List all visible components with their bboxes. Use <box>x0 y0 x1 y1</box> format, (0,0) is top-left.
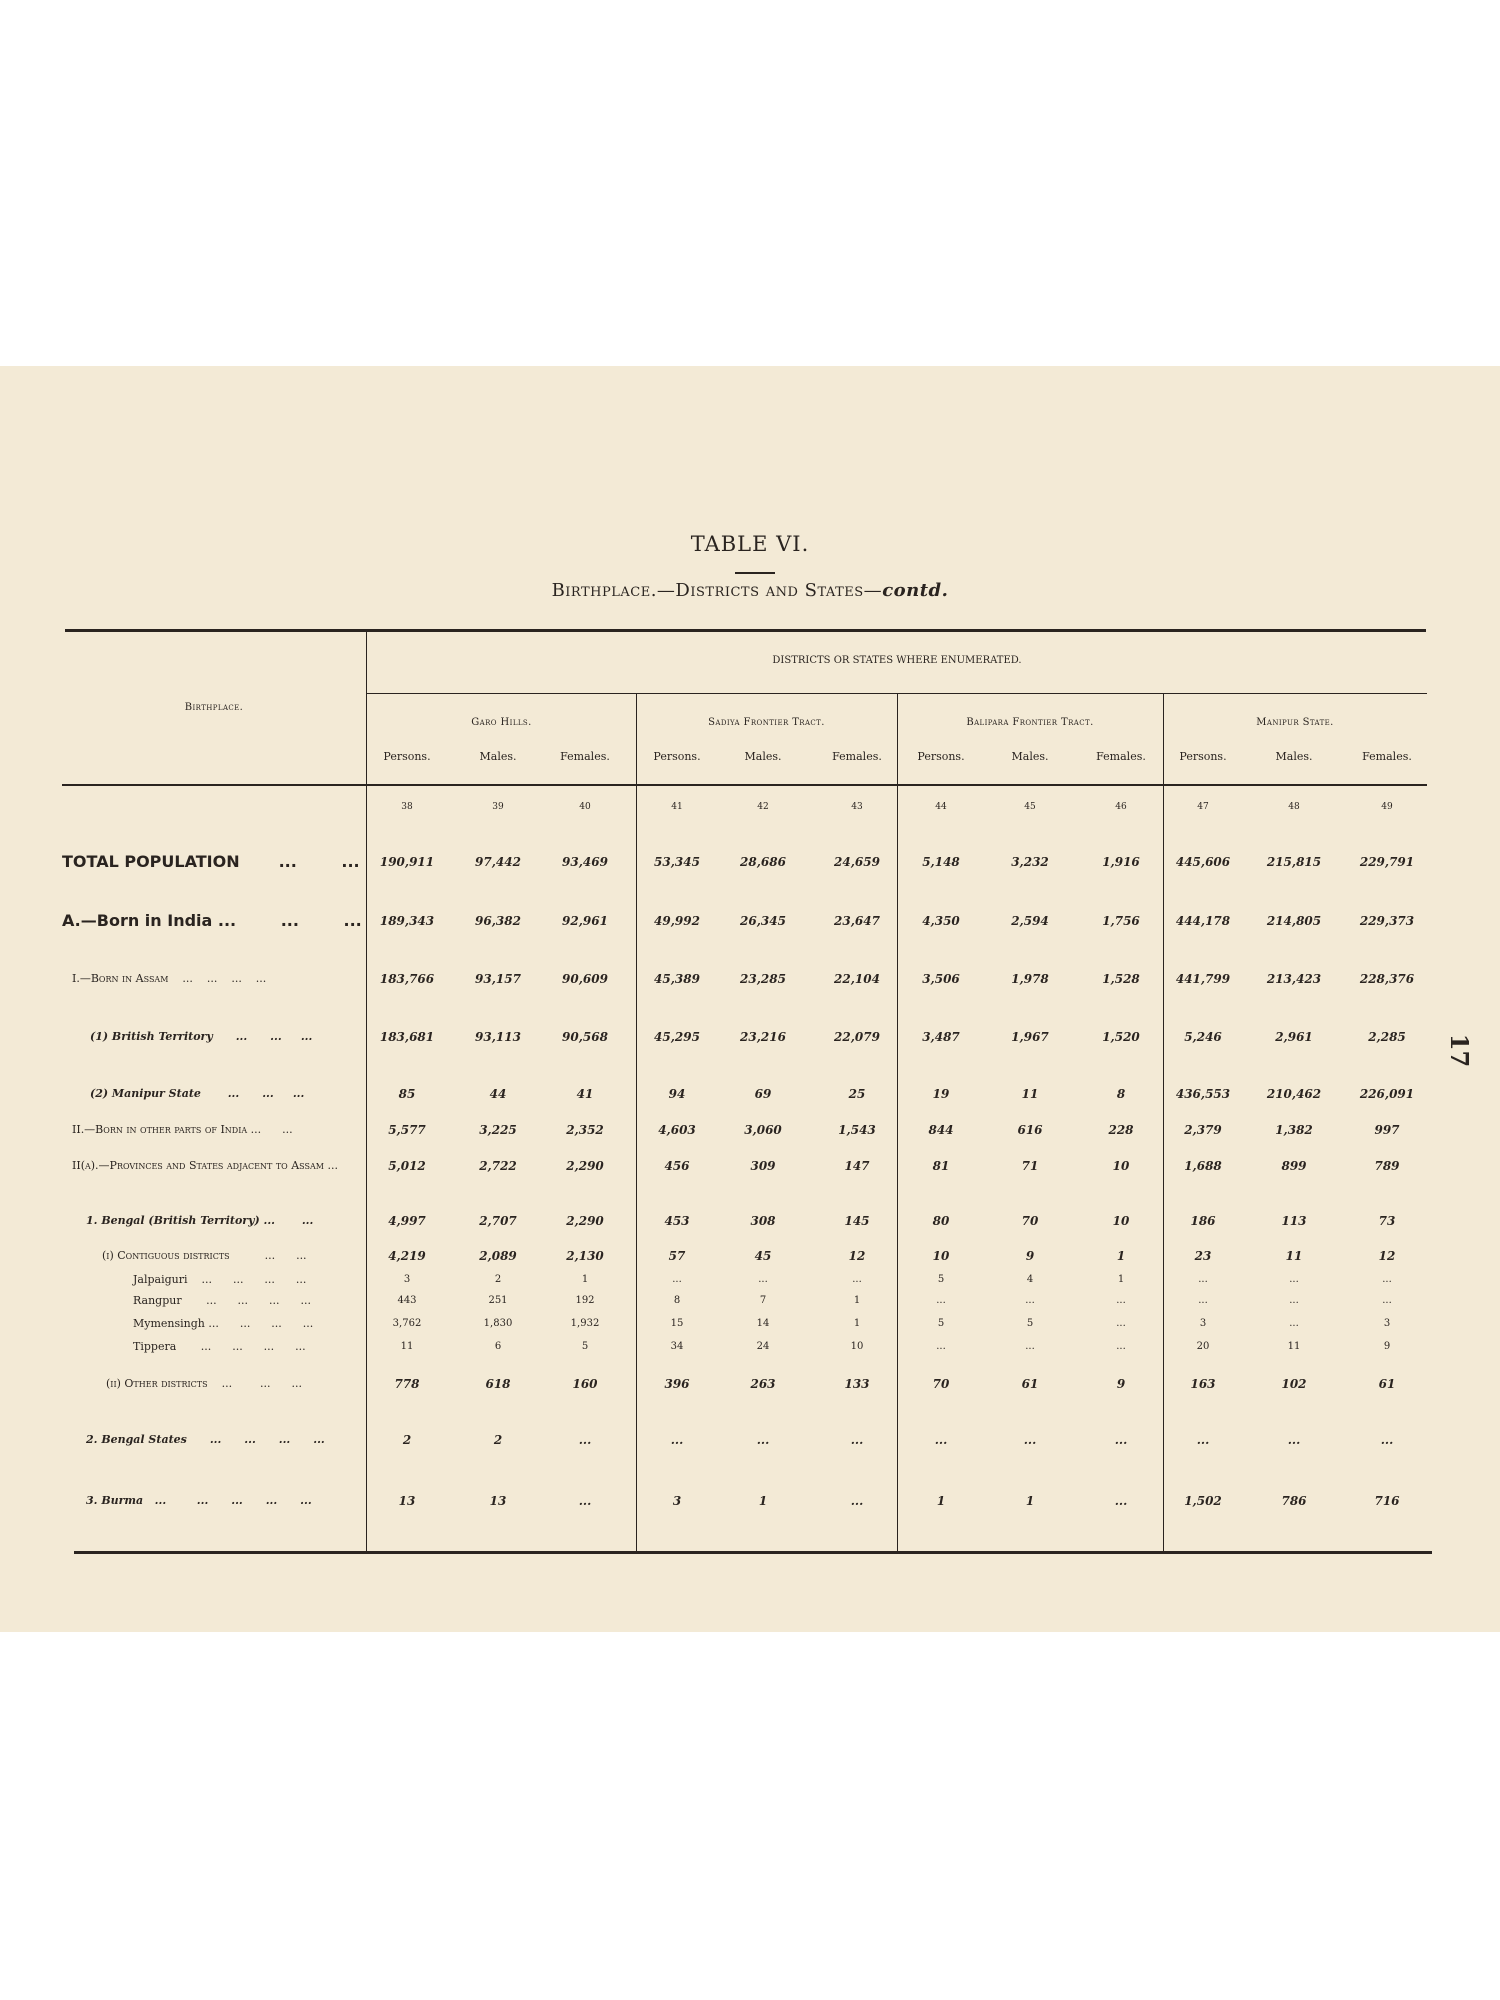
row-label: 1. Bengal (British Territory) ... ... <box>86 1214 314 1227</box>
table-cell: 2,130 <box>566 1249 604 1263</box>
table-cell: ... <box>852 1274 862 1285</box>
table-cell: 308 <box>750 1214 776 1228</box>
table-cell: 44 <box>489 1087 507 1101</box>
table-cell: ... <box>936 1295 946 1306</box>
table-cell: ... <box>670 1433 684 1447</box>
table-cell: 183,681 <box>379 1030 435 1044</box>
table-title: TABLE VI. <box>690 532 810 556</box>
table-cell: ... <box>1114 1433 1128 1447</box>
group-manipur-state: Manipur State. <box>1256 717 1334 728</box>
column-number: 42 <box>757 802 769 812</box>
table-cell: ... <box>1116 1295 1126 1306</box>
table-cell: 9 <box>1383 1341 1391 1352</box>
table-cell: 1 <box>1025 1494 1035 1508</box>
table-cell: ... <box>1289 1274 1299 1285</box>
table-cell: 5,148 <box>922 855 960 869</box>
subtitle-main: Birthplace.—Districts and States— <box>551 580 883 601</box>
table-cell: 228 <box>1108 1123 1134 1137</box>
table-cell: 228,376 <box>1359 972 1415 986</box>
column-number: 40 <box>579 802 591 812</box>
table-cell: 8 <box>673 1295 681 1306</box>
table-cell: 8 <box>1116 1087 1126 1101</box>
table-cell: 1,543 <box>838 1123 876 1137</box>
table-cell: 186 <box>1190 1214 1216 1228</box>
table-cell: 25 <box>848 1087 866 1101</box>
table-cell: 9 <box>1116 1377 1126 1391</box>
row-label: Tippera ... ... ... ... <box>133 1340 306 1353</box>
column-number: 43 <box>851 802 863 812</box>
header-bottom-rule <box>62 784 1427 786</box>
table-cell: 70 <box>1021 1214 1039 1228</box>
table-cell: 160 <box>572 1377 598 1391</box>
table-cell: 61 <box>1021 1377 1039 1391</box>
table-cell: 24,659 <box>834 855 880 869</box>
table-cell: 133 <box>844 1377 870 1391</box>
table-cell: 45,389 <box>654 972 700 986</box>
group-balipara-frontier-tract: Balipara Frontier Tract. <box>966 717 1094 728</box>
table-cell: 215,815 <box>1266 855 1322 869</box>
table-cell: ... <box>1198 1274 1208 1285</box>
table-cell: 4,997 <box>388 1214 426 1228</box>
table-cell: 3 <box>1199 1318 1207 1329</box>
table-cell: 1,932 <box>570 1318 600 1329</box>
table-cell: ... <box>850 1433 864 1447</box>
table-cell: ... <box>1116 1318 1126 1329</box>
table-cell: 3,762 <box>392 1318 422 1329</box>
table-cell: 213,423 <box>1266 972 1322 986</box>
subcolumn-header: Persons. <box>917 750 965 763</box>
table-cell: 5 <box>1026 1318 1034 1329</box>
table-cell: 28,686 <box>740 855 786 869</box>
table-cell: 13 <box>398 1494 416 1508</box>
table-cell: 2 <box>493 1433 503 1447</box>
row-label: (ii) Other districts ... ... ... <box>106 1377 303 1390</box>
subcolumn-header: Males. <box>479 750 517 763</box>
table-cell: 71 <box>1021 1159 1039 1173</box>
table-cell: 453 <box>664 1214 690 1228</box>
table-cell: 97,442 <box>475 855 521 869</box>
table-cell: 1 <box>936 1494 946 1508</box>
table-cell: 147 <box>844 1159 870 1173</box>
table-cell: 24 <box>756 1341 770 1352</box>
table-cell: 11 <box>400 1341 414 1352</box>
table-cell: 10 <box>932 1249 950 1263</box>
column-number: 38 <box>401 802 413 812</box>
table-cell: 61 <box>1378 1377 1396 1391</box>
table-cell: 443 <box>397 1295 417 1306</box>
table-cell: 73 <box>1378 1214 1396 1228</box>
table-cell: 2 <box>402 1433 412 1447</box>
table-cell: ... <box>1116 1341 1126 1352</box>
table-cell: 6 <box>494 1341 502 1352</box>
row-label: II.—Born in other parts of India ... ... <box>72 1123 293 1136</box>
table-cell: 1 <box>1117 1274 1125 1285</box>
table-cell: 441,799 <box>1175 972 1231 986</box>
row-label: (i) Contiguous districts ... ... <box>102 1249 307 1262</box>
table-cell: 34 <box>670 1341 684 1352</box>
group-sadiya-frontier-tract: Sadiya Frontier Tract. <box>708 717 825 728</box>
table-cell: 20 <box>1196 1341 1210 1352</box>
table-cell: ... <box>934 1433 948 1447</box>
table-cell: 444,178 <box>1175 914 1231 928</box>
table-cell: 11 <box>1285 1249 1303 1263</box>
table-cell: ... <box>850 1494 864 1508</box>
table-cell: 93,113 <box>475 1030 521 1044</box>
table-cell: 5,246 <box>1184 1030 1222 1044</box>
table-cell: 163 <box>1190 1377 1216 1391</box>
table-cell: 3,232 <box>1011 855 1049 869</box>
table-cell: 23,647 <box>834 914 880 928</box>
table-cell: 3,487 <box>922 1030 960 1044</box>
table-cell: 5,577 <box>388 1123 426 1137</box>
table-cell: 23 <box>1194 1249 1212 1263</box>
table-cell: 41 <box>576 1087 594 1101</box>
table-cell: 70 <box>932 1377 950 1391</box>
table-cell: 2,290 <box>566 1159 604 1173</box>
subcolumn-header: Females. <box>1362 750 1412 763</box>
table-cell: 94 <box>668 1087 686 1101</box>
table-cell: ... <box>758 1274 768 1285</box>
table-cell: ... <box>1198 1295 1208 1306</box>
table-cell: 10 <box>1112 1214 1130 1228</box>
table-cell: ... <box>1025 1295 1035 1306</box>
table-cell: 53,345 <box>654 855 700 869</box>
table-cell: 2,089 <box>479 1249 517 1263</box>
table-cell: 1,688 <box>1184 1159 1222 1173</box>
table-cell: 2 <box>494 1274 502 1285</box>
table-cell: 80 <box>932 1214 950 1228</box>
subcolumn-header: Females. <box>1096 750 1146 763</box>
row-label: A.—Born in India ... ... ... <box>62 911 362 930</box>
table-cell: 5 <box>937 1274 945 1285</box>
table-cell: 2,961 <box>1275 1030 1313 1044</box>
table-cell: 4,219 <box>388 1249 426 1263</box>
table-cell: 22,104 <box>834 972 880 986</box>
table-cell: 10 <box>850 1341 864 1352</box>
table-cell: 1 <box>581 1274 589 1285</box>
table-cell: 5,012 <box>388 1159 426 1173</box>
table-cell: 436,553 <box>1175 1087 1231 1101</box>
table-cell: 445,606 <box>1175 855 1231 869</box>
table-cell: 3 <box>1383 1318 1391 1329</box>
table-cell: 93,469 <box>562 855 608 869</box>
table-cell: ... <box>1289 1295 1299 1306</box>
table-cell: 14 <box>756 1318 770 1329</box>
table-cell: 1,520 <box>1102 1030 1140 1044</box>
table-cell: 616 <box>1017 1123 1043 1137</box>
table-cell: 1,967 <box>1011 1030 1049 1044</box>
table-cell: 11 <box>1287 1341 1301 1352</box>
row-label: TOTAL POPULATION ... ... <box>62 852 360 871</box>
subcolumn-header: Females. <box>832 750 882 763</box>
table-cell: 1,528 <box>1102 972 1140 986</box>
table-cell: 2,722 <box>479 1159 517 1173</box>
table-cell: 7 <box>759 1295 767 1306</box>
table-subtitle <box>0 580 1500 601</box>
table-cell: 4,350 <box>922 914 960 928</box>
table-cell: 1 <box>853 1295 861 1306</box>
table-cell: 15 <box>670 1318 684 1329</box>
table-cell: ... <box>1196 1433 1210 1447</box>
table-cell: 997 <box>1374 1123 1400 1137</box>
table-cell: 226,091 <box>1359 1087 1415 1101</box>
table-cell: 2,707 <box>479 1214 517 1228</box>
table-cell: 3,060 <box>744 1123 782 1137</box>
subcolumn-header: Males. <box>1011 750 1049 763</box>
row-label: 2. Bengal States ... ... ... ... <box>86 1433 325 1446</box>
table-cell: 45,295 <box>654 1030 700 1044</box>
row-label: Mymensingh ... ... ... ... <box>133 1317 314 1330</box>
table-cell: 12 <box>1378 1249 1396 1263</box>
table-cell: 844 <box>928 1123 954 1137</box>
table-top-rule <box>65 629 1426 632</box>
table-cell: 90,609 <box>562 972 608 986</box>
table-cell: 2,352 <box>566 1123 604 1137</box>
table-cell: 1,978 <box>1011 972 1049 986</box>
table-cell: 23,216 <box>740 1030 786 1044</box>
table-cell: 716 <box>1374 1494 1400 1508</box>
table-cell: 778 <box>394 1377 420 1391</box>
table-cell: ... <box>1114 1494 1128 1508</box>
table-cell: ... <box>578 1433 592 1447</box>
table-cell: 1 <box>758 1494 768 1508</box>
subcolumn-header: Males. <box>1275 750 1313 763</box>
table-cell: 81 <box>932 1159 950 1173</box>
birthplace-header: Birthplace. <box>184 702 244 713</box>
column-number: 44 <box>935 802 947 812</box>
page-number: 17 <box>1445 1033 1475 1068</box>
table-cell: 85 <box>398 1087 416 1101</box>
row-label: I.—Born in Assam ... ... ... ... <box>72 972 267 985</box>
table-cell: 4 <box>1026 1274 1034 1285</box>
table-cell: 102 <box>1281 1377 1307 1391</box>
table-cell: 96,382 <box>475 914 521 928</box>
table-cell: 1,382 <box>1275 1123 1313 1137</box>
table-cell: 145 <box>844 1214 870 1228</box>
table-cell: 263 <box>750 1377 776 1391</box>
table-cell: 12 <box>848 1249 866 1263</box>
table-cell: 49,992 <box>654 914 700 928</box>
subcolumn-header: Persons. <box>1179 750 1227 763</box>
table-cell: 2,285 <box>1368 1030 1406 1044</box>
table-cell: 456 <box>664 1159 690 1173</box>
subtitle-contd: contd. <box>882 580 949 601</box>
table-cell: 396 <box>664 1377 690 1391</box>
table-cell: 10 <box>1112 1159 1130 1173</box>
subcolumn-header: Persons. <box>383 750 431 763</box>
table-bottom-rule <box>74 1551 1432 1554</box>
table-cell: 13 <box>489 1494 507 1508</box>
table-cell: 26,345 <box>740 914 786 928</box>
table-cell: 9 <box>1025 1249 1035 1263</box>
row-label: (2) Manipur State ... ... ... <box>90 1087 305 1100</box>
row-label: Jalpaiguri ... ... ... ... <box>133 1273 307 1286</box>
table-cell: 1,830 <box>483 1318 513 1329</box>
table-cell: 1 <box>853 1318 861 1329</box>
column-number: 47 <box>1197 802 1209 812</box>
table-cell: ... <box>1287 1433 1301 1447</box>
table-cell: ... <box>1023 1433 1037 1447</box>
table-cell: ... <box>936 1341 946 1352</box>
table-cell: 22,079 <box>834 1030 880 1044</box>
table-cell: 3 <box>672 1494 682 1508</box>
table-cell: 92,961 <box>562 914 608 928</box>
table-cell: ... <box>1382 1274 1392 1285</box>
column-number: 41 <box>671 802 683 812</box>
table-cell: 210,462 <box>1266 1087 1322 1101</box>
table-cell: 214,805 <box>1266 914 1322 928</box>
table-cell: 899 <box>1281 1159 1307 1173</box>
row-label: Rangpur ... ... ... ... <box>133 1294 311 1307</box>
table-cell: 251 <box>488 1295 508 1306</box>
table-cell: ... <box>1289 1318 1299 1329</box>
table-cell: 93,157 <box>475 972 521 986</box>
table-cell: 113 <box>1281 1214 1307 1228</box>
table-cell: 23,285 <box>740 972 786 986</box>
table-cell: 57 <box>668 1249 686 1263</box>
table-cell: ... <box>756 1433 770 1447</box>
table-cell: 2,290 <box>566 1214 604 1228</box>
column-number: 49 <box>1381 802 1393 812</box>
table-cell: 3,225 <box>479 1123 517 1137</box>
table-cell: 19 <box>932 1087 950 1101</box>
group-garo-hills: Garo Hills. <box>471 717 532 728</box>
row-label: II(a).—Provinces and States adjacent to Assam ... <box>72 1159 338 1172</box>
subcolumn-header: Persons. <box>653 750 701 763</box>
table-cell: ... <box>672 1274 682 1285</box>
table-cell: 189,343 <box>379 914 435 928</box>
table-cell: 11 <box>1021 1087 1039 1101</box>
table-cell: 1 <box>1116 1249 1126 1263</box>
table-cell: 192 <box>575 1295 595 1306</box>
table-cell: 1,756 <box>1102 914 1140 928</box>
row-label: (1) British Territory ... ... ... <box>90 1030 313 1043</box>
table-cell: ... <box>1380 1433 1394 1447</box>
table-cell: 45 <box>754 1249 772 1263</box>
table-cell: 4,603 <box>658 1123 696 1137</box>
column-number: 48 <box>1288 802 1300 812</box>
title-rule <box>735 572 775 574</box>
table-cell: 1,502 <box>1184 1494 1222 1508</box>
row-label: 3. Burma ... ... ... ... ... <box>86 1494 312 1507</box>
table-cell: ... <box>1382 1295 1392 1306</box>
column-number: 46 <box>1115 802 1127 812</box>
column-number: 45 <box>1024 802 1036 812</box>
table-cell: 789 <box>1374 1159 1400 1173</box>
table-cell: 5 <box>937 1318 945 1329</box>
table-cell: 618 <box>485 1377 511 1391</box>
column-number: 39 <box>492 802 504 812</box>
table-cell: ... <box>578 1494 592 1508</box>
subcolumn-header: Females. <box>560 750 610 763</box>
table-cell: 183,766 <box>379 972 435 986</box>
table-cell: 3,506 <box>922 972 960 986</box>
table-cell: 69 <box>754 1087 772 1101</box>
subcolumn-header: Males. <box>744 750 782 763</box>
table-cell: 229,373 <box>1359 914 1415 928</box>
table-cell: 3 <box>403 1274 411 1285</box>
table-cell: 5 <box>581 1341 589 1352</box>
table-cell: 309 <box>750 1159 776 1173</box>
table-cell: ... <box>1025 1341 1035 1352</box>
table-cell: 786 <box>1281 1494 1307 1508</box>
table-cell: 2,594 <box>1011 914 1049 928</box>
table-cell: 90,568 <box>562 1030 608 1044</box>
districts-heading: DISTRICTS OR STATES WHERE ENUMERATED. <box>772 655 1022 666</box>
table-cell: 190,911 <box>379 855 435 869</box>
table-cell: 2,379 <box>1184 1123 1222 1137</box>
table-cell: 1,916 <box>1102 855 1140 869</box>
table-cell: 229,791 <box>1359 855 1415 869</box>
